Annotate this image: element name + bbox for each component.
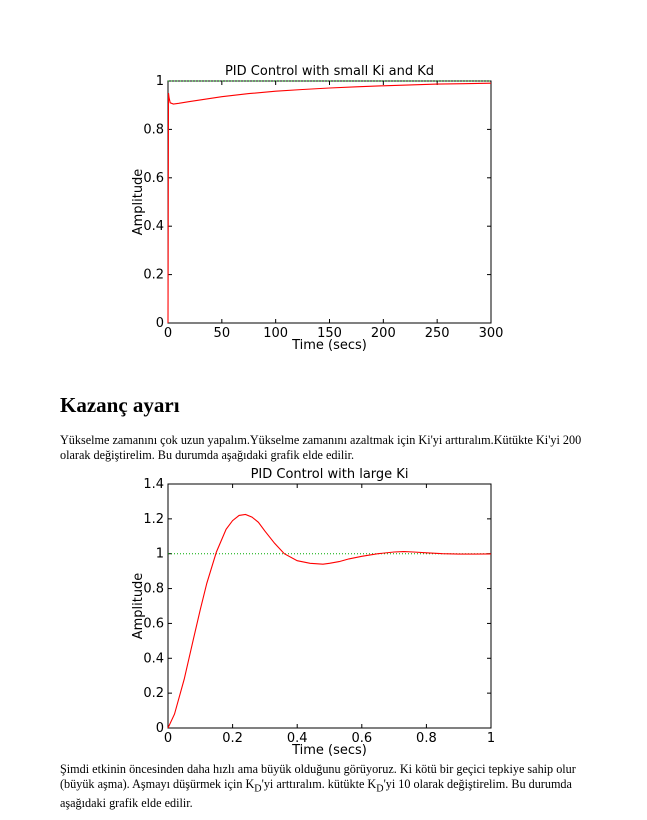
chart1-xtick-label: 50 bbox=[213, 326, 231, 341]
chart1-plot-area bbox=[168, 81, 491, 323]
subscript-d-1: D bbox=[254, 783, 262, 795]
chart2-ytick-label: 0.4 bbox=[143, 651, 164, 667]
chart1-ytick-label: 0.6 bbox=[143, 170, 164, 186]
chart1-title: PID Control with small Ki and Kd bbox=[224, 64, 435, 79]
paragraph-observation-part2: 'yi arttıralım. kütükte K bbox=[261, 777, 377, 791]
chart2-ytick-label: 0.8 bbox=[143, 581, 164, 597]
chart1-xlabel: Time (secs) bbox=[292, 338, 367, 353]
chart1-ytick-label: 0.4 bbox=[143, 219, 164, 235]
chart2-xtick-label: 0 bbox=[163, 731, 173, 746]
chart2-ytick-label: 0.6 bbox=[143, 616, 164, 632]
chart2-ytick-label: 1.4 bbox=[143, 477, 164, 492]
chart1-xtick-label: 0 bbox=[163, 326, 173, 341]
paragraph-observation bbox=[60, 762, 600, 811]
section-heading: Kazanç ayarı bbox=[60, 393, 180, 417]
chart2-ytick-label: 0 bbox=[155, 721, 164, 736]
chart1-ytick-label: 0.2 bbox=[143, 267, 164, 283]
chart2-ytick-label: 1.2 bbox=[143, 511, 164, 527]
paragraph-intro: Yükselme zamanını çok uzun yapalım.Yükselme zamanını azaltmak için Ki'yi arttıralım.Kütükte Ki'yi 200 olarak değiştirelim. Bu durumda aşağıdaki grafik elde edilir. bbox=[60, 433, 582, 462]
chart2-title: PID Control with large Ki bbox=[250, 467, 409, 482]
chart2-ytick-label: 0.2 bbox=[143, 686, 164, 702]
chart1-xtick-label: 250 bbox=[424, 326, 450, 341]
chart1-ytick-label: 0.8 bbox=[143, 122, 164, 138]
chart2-ytick-label: 1 bbox=[155, 546, 164, 562]
chart1-xtick-label: 200 bbox=[370, 326, 396, 341]
chart1-ytick-label: 0 bbox=[155, 316, 164, 331]
chart1-xtick-label: 150 bbox=[317, 326, 342, 341]
chart2-xlabel: Time (secs) bbox=[292, 743, 367, 758]
subscript-d-2: D bbox=[376, 783, 384, 795]
chart1-ylabel: Amplitude bbox=[131, 168, 146, 236]
chart2-xtick-label: 0.6 bbox=[351, 731, 373, 746]
chart-small-ki-kd bbox=[0, 0, 647, 365]
chart-large-ki bbox=[0, 455, 647, 765]
chart2-xtick-label: 0.4 bbox=[286, 731, 308, 746]
chart2-xtick-label: 0.8 bbox=[416, 731, 437, 746]
chart1-xtick-label: 300 bbox=[478, 326, 504, 341]
chart1-xtick-label: 100 bbox=[263, 326, 289, 341]
paragraph-observation-part1: Şimdi etkinin öncesinden daha hızlı ama büyük olduğunu görüyoruz. Ki kötü bir geçici tepkiye sahip olur (büyük aşma). Aşmayı düşürmek için K bbox=[60, 762, 576, 791]
paragraph-observation-part3: 'yi 10 olarak değiştirelim. Bu durumda aşağıdaki grafik elde edilir. bbox=[60, 777, 572, 811]
chart2-ylabel: Amplitude bbox=[131, 572, 146, 640]
chart1-ytick-label: 1 bbox=[155, 74, 164, 89]
chart2-xtick-label: 1 bbox=[486, 731, 496, 746]
chart2-xtick-label: 0.2 bbox=[222, 731, 243, 746]
chart2-plot-area bbox=[168, 484, 491, 728]
